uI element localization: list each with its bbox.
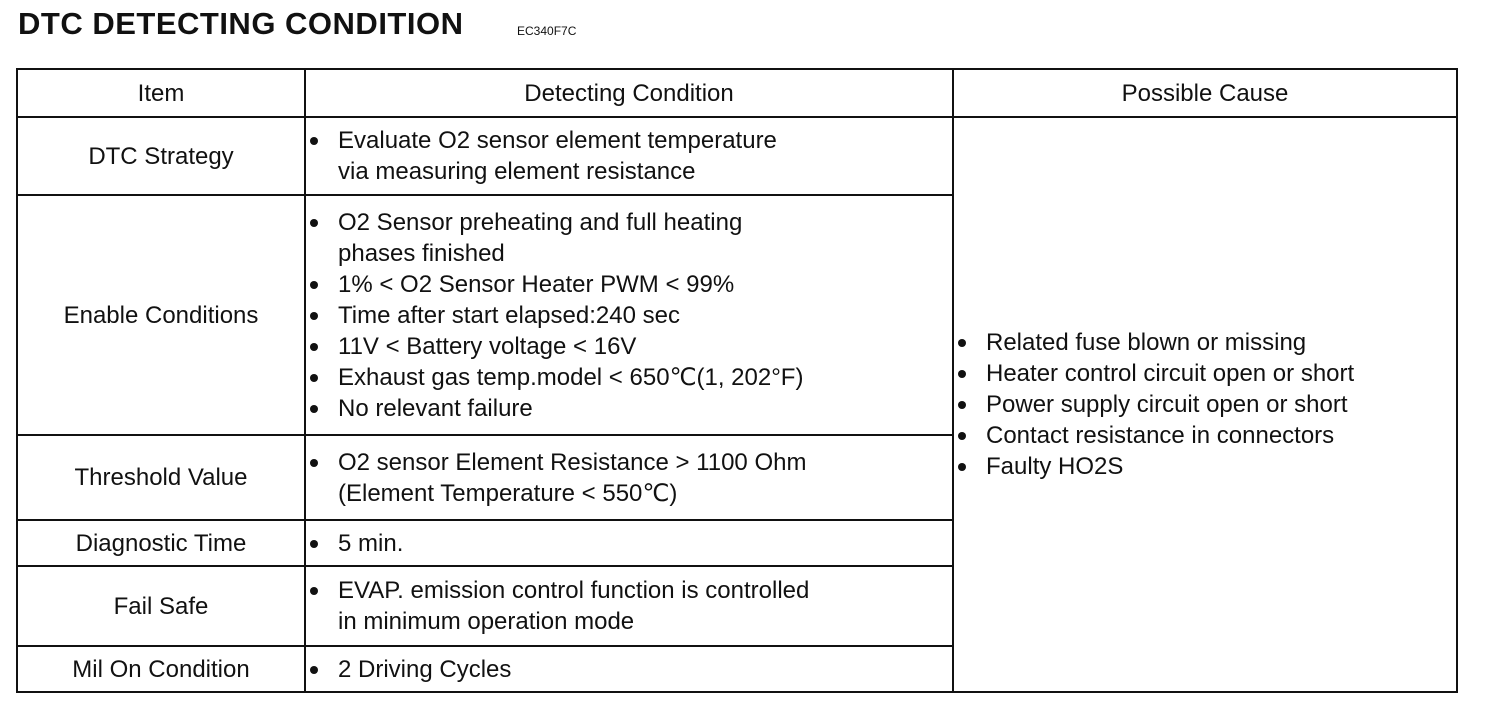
- row-item-label: Fail Safe: [17, 566, 305, 646]
- row-item-label: DTC Strategy: [17, 117, 305, 195]
- condition-bullet: O2 Sensor preheating and full heating: [306, 207, 952, 238]
- row-condition: [305, 435, 953, 520]
- condition-continuation: in minimum operation mode: [338, 608, 635, 635]
- cause-bullet: Related fuse blown or missing: [954, 327, 1456, 358]
- condition-continuation: phases finished: [338, 239, 505, 267]
- row-condition: [305, 520, 953, 566]
- condition-bullet: EVAP. emission control function is controlled: [306, 575, 952, 606]
- possible-cause-cell: [953, 117, 1457, 692]
- condition-bullet: 5 min.: [306, 528, 952, 559]
- document-code: EC340F7C: [517, 24, 577, 38]
- cause-bullet: Contact resistance in connectors: [954, 420, 1456, 451]
- cause-bullet: Faulty HO2S: [954, 451, 1456, 482]
- row-item-label: Mil On Condition: [17, 646, 305, 692]
- row-item-label: Enable Conditions: [17, 195, 305, 435]
- cause-bullet: Heater control circuit open or short: [954, 358, 1456, 389]
- condition-bullet: 1% < O2 Sensor Heater PWM < 99%: [306, 269, 952, 300]
- row-condition: [305, 646, 953, 692]
- page-title: DTC DETECTING CONDITION: [18, 6, 464, 41]
- row-item-label: Diagnostic Time: [17, 520, 305, 566]
- header-detecting-condition: Detecting Condition: [305, 69, 953, 117]
- header-possible-cause: Possible Cause: [953, 69, 1457, 117]
- condition-continuation: via measuring element resistance: [338, 158, 696, 185]
- condition-bullet: O2 sensor Element Resistance > 1100 Ohm: [306, 447, 952, 478]
- condition-bullet: Evaluate O2 sensor element temperature: [306, 125, 952, 156]
- condition-bullet: 11V < Battery voltage < 16V: [306, 331, 952, 362]
- condition-bullet: No relevant failure: [306, 393, 952, 424]
- condition-bullet: Exhaust gas temp.model < 650℃(1, 202°F): [306, 362, 952, 393]
- row-condition: [305, 117, 953, 195]
- row-condition: [305, 566, 953, 646]
- condition-bullet: 2 Driving Cycles: [306, 654, 952, 685]
- condition-continuation: (Element Temperature < 550℃): [338, 479, 678, 507]
- row-item-label: Threshold Value: [17, 435, 305, 520]
- row-condition: [305, 195, 953, 435]
- dtc-condition-table: [16, 68, 1458, 693]
- table-header-row: [17, 69, 1457, 117]
- table-row: [17, 117, 1457, 195]
- header-item: Item: [17, 69, 305, 117]
- cause-bullet: Power supply circuit open or short: [954, 389, 1456, 420]
- condition-bullet: Time after start elapsed:240 sec: [306, 300, 952, 331]
